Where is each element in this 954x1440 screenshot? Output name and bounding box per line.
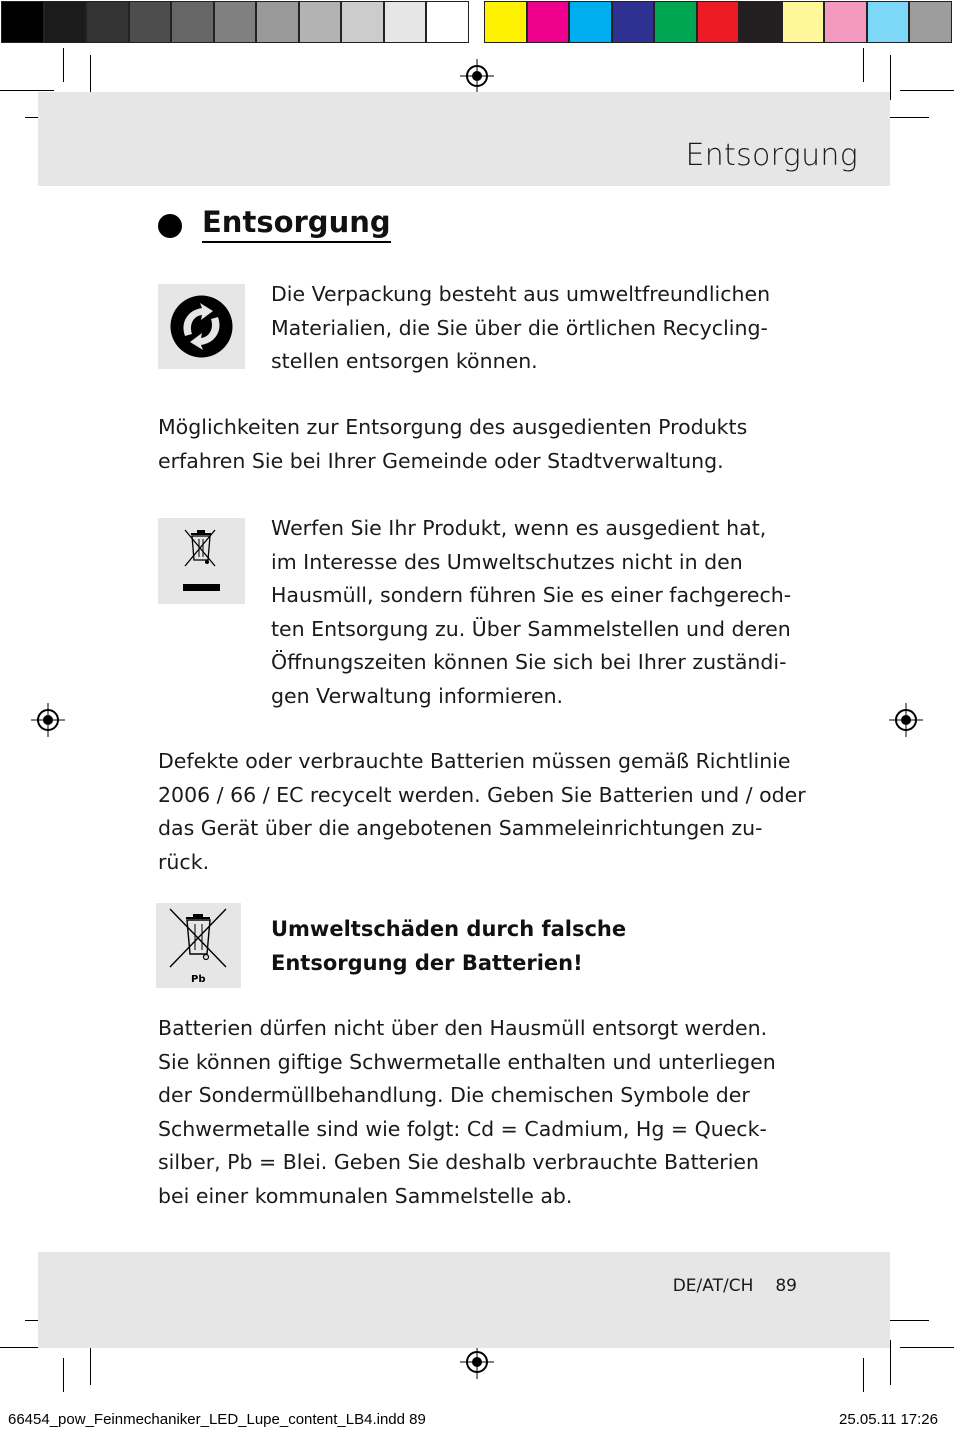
section-bullet — [158, 214, 182, 238]
crop-mark — [63, 48, 64, 82]
crop-mark — [890, 1340, 891, 1385]
color-swatch — [909, 1, 952, 43]
battery-directive-text: Defekte oder verbrauchte Batterien müssen gemäß Richtlinie 2006 / 66 / EC recycelt werden. Geben Sie Batterien und / oder das Gerät über die angebotenen Sammeleinrichtungen zu- rück. — [158, 749, 806, 874]
color-swatch — [824, 1, 867, 43]
green-dot-recycling-icon — [158, 284, 245, 369]
footer-region: DE/AT/CH — [672, 1276, 754, 1296]
color-swatch — [129, 1, 172, 43]
color-swatch — [426, 1, 469, 43]
page-number: 89 — [775, 1276, 797, 1296]
battery-pb-label: Pb — [191, 974, 206, 985]
color-swatch — [782, 1, 825, 43]
color-swatch — [612, 1, 655, 43]
color-swatch — [697, 1, 740, 43]
color-swatch — [384, 1, 427, 43]
color-swatch — [86, 1, 129, 43]
crop-mark — [0, 90, 54, 91]
color-swatch — [171, 1, 214, 43]
weee-text: Werfen Sie Ihr Produkt, wenn es ausgedient hat, im Interesse des Umweltschutzes nicht in den Hausmüll, sondern führen Sie es einer fachgerech- ten Entsorgung zu. Über Sammelstellen und deren Öffnungszeiten können Sie sich bei Ihrer zuständi- gen Verwaltung informieren. — [271, 516, 792, 708]
battery-warning-text: Batterien dürfen nicht über den Hausmüll entsorgt werden. Sie können giftige Schwermetalle enthalten und unterliegen der Sondermüllbehandlung. Die chemischen Symbole der Schwermetalle sind wie folgt: Cd = Cadmium, Hg = Queck- silber, Pb = Blei. Geben Sie deshalb verbrauchte Batterien bei einer kommunalen Sammelstelle ab. — [158, 1016, 776, 1208]
slug-filename: 66454_pow_Feinmechaniker_LED_Lupe_content_LB4.indd 89 — [8, 1411, 426, 1428]
footer-info — [673, 1276, 797, 1296]
color-swatch — [341, 1, 384, 43]
color-swatch — [654, 1, 697, 43]
color-swatch — [527, 1, 570, 43]
warning-heading: Umweltschäden durch falsche Entsorgung der Batterien! — [271, 917, 627, 975]
color-calibration-bar — [484, 1, 952, 45]
registration-mark-icon — [460, 59, 494, 93]
registration-mark-icon — [31, 703, 65, 737]
slug-date: 25.05.11 17:26 — [839, 1411, 938, 1428]
crop-mark — [900, 90, 954, 91]
crossed-out-bin-icon — [158, 518, 245, 604]
packaging-text: Die Verpackung besteht aus umweltfreundlichen Materialien, die Sie über die örtlichen Recycling- stellen entsorgen können. — [271, 282, 771, 374]
color-swatch — [299, 1, 342, 43]
color-swatch — [44, 1, 87, 43]
crop-mark — [63, 1358, 64, 1392]
footer-band — [38, 1252, 890, 1348]
crossed-out-bin-pb-icon — [156, 903, 241, 988]
color-swatch — [256, 1, 299, 43]
crop-mark — [900, 1347, 954, 1348]
registration-mark-icon — [460, 1345, 494, 1379]
weee-icon-box — [158, 518, 245, 604]
color-swatch — [739, 1, 782, 43]
registration-mark-icon — [889, 703, 923, 737]
page-title: Entsorgung — [685, 138, 858, 173]
color-swatch — [867, 1, 910, 43]
color-swatch — [1, 1, 44, 43]
battery-bin-icon-box — [156, 903, 241, 988]
color-swatch — [484, 1, 527, 43]
disposal-info-text: Möglichkeiten zur Entsorgung des ausgedienten Produkts erfahren Sie bei Ihrer Gemeinde oder Stadtverwaltung. — [158, 415, 748, 473]
print-slug — [8, 1411, 938, 1428]
color-swatch — [214, 1, 257, 43]
recycling-icon-box — [158, 284, 245, 369]
section-heading: Entsorgung — [202, 204, 391, 243]
gray-calibration-bar — [1, 1, 469, 45]
color-swatch — [569, 1, 612, 43]
crop-mark — [890, 55, 891, 100]
crop-mark — [863, 1358, 864, 1392]
crop-mark — [863, 48, 864, 82]
